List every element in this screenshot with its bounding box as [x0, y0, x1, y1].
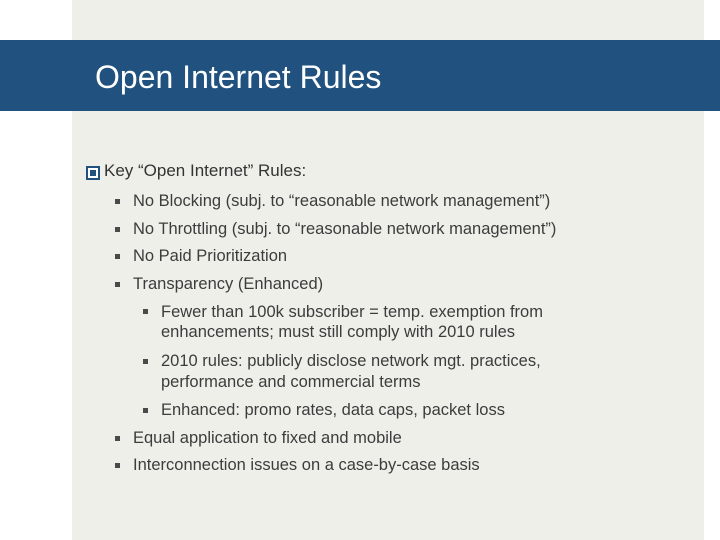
bullet-icon	[115, 282, 120, 287]
square-bullet-icon	[86, 166, 100, 180]
bullet-item: No Blocking (subj. to “reasonable network management”)	[133, 192, 551, 210]
bullet-item: No Throttling (subj. to “reasonable network management”)	[133, 220, 557, 238]
bullet-item: Equal application to fixed and mobile	[133, 429, 402, 447]
bullet-item: Interconnection issues on a case-by-case basis	[133, 456, 480, 474]
sub-bullet-icon	[143, 309, 148, 314]
slide-title: Open Internet Rules	[95, 59, 382, 95]
sub-bullet-icon	[143, 408, 148, 413]
sub-bullet-item: Fewer than 100k subscriber = temp. exemption from	[161, 303, 543, 321]
bullet-icon	[115, 254, 120, 259]
bullet-icon	[115, 199, 120, 204]
sub-bullet-item: Enhanced: promo rates, data caps, packet loss	[161, 401, 505, 419]
sub-bullet-item: 2010 rules: publicly disclose network mgt. practices,	[161, 352, 541, 370]
sub-bullet-item-continued: enhancements; must still comply with 2010 rules	[161, 323, 515, 341]
sub-bullet-icon	[143, 359, 148, 364]
bullet-icon	[115, 227, 120, 232]
bullet-item: Transparency (Enhanced)	[133, 275, 324, 293]
bullet-icon	[115, 463, 120, 468]
sub-bullet-item-continued: performance and commercial terms	[161, 373, 421, 391]
bullet-icon	[115, 436, 120, 441]
heading-text: Key “Open Internet” Rules:	[104, 161, 307, 180]
bullet-item: No Paid Prioritization	[133, 247, 288, 265]
